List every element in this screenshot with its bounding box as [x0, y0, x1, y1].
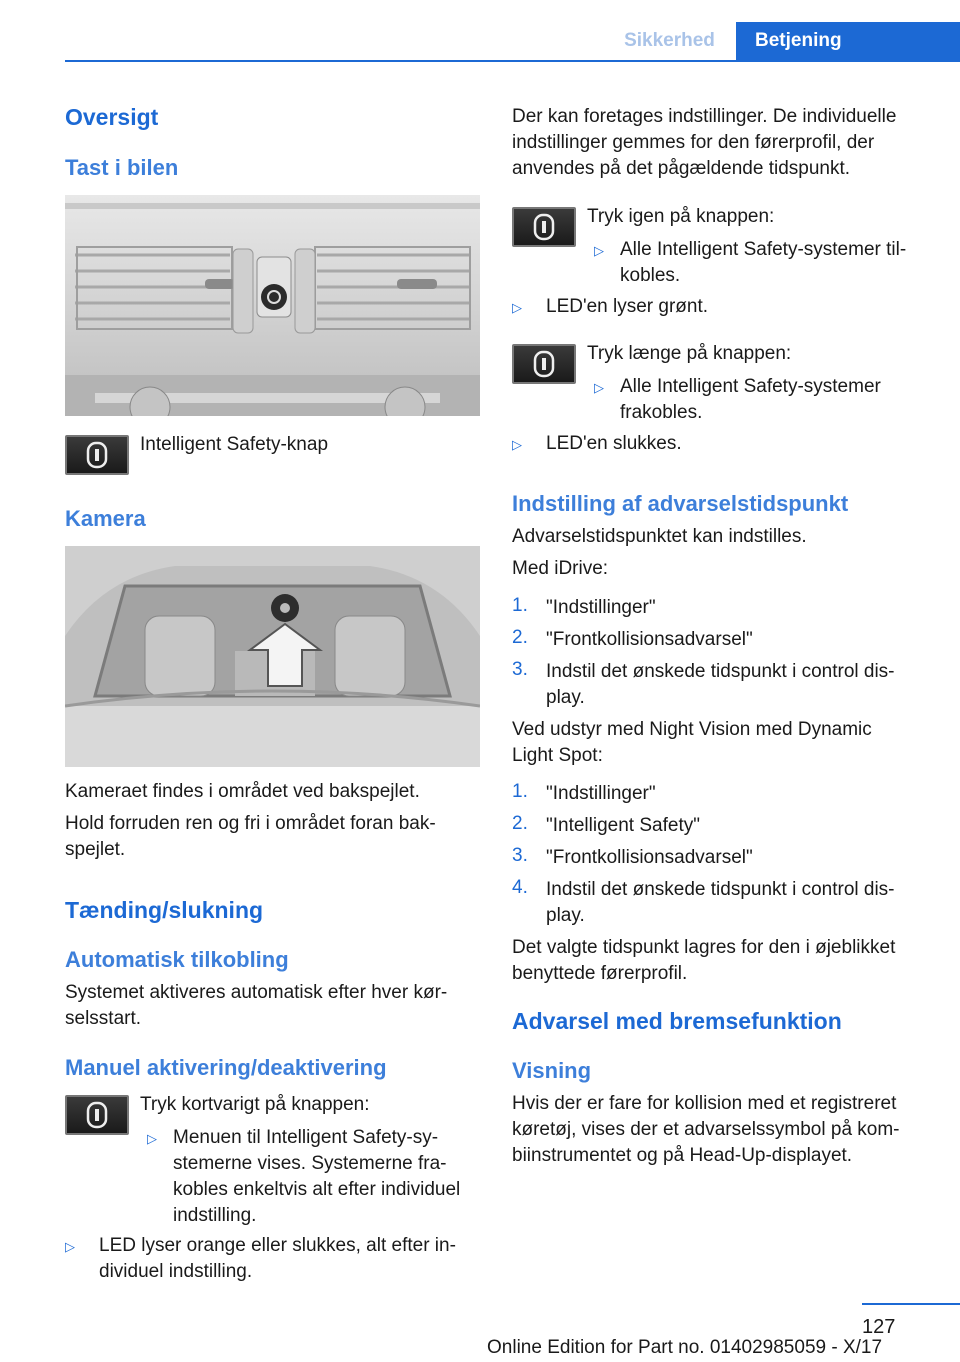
tab-sikkerhed[interactable]: Sikkerhed	[603, 22, 736, 60]
list1-item1: "Indstillinger"	[546, 597, 656, 618]
manuel-bullet1-line3: kobles enkeltvis alt efter individuel	[173, 1179, 461, 1200]
tryk-igen-text: Tryk igen på knappen:	[587, 206, 775, 227]
list1-number: 1.	[512, 595, 528, 616]
list1-number: 2.	[512, 627, 528, 648]
laenge-bullet-line2: frakobles.	[620, 402, 703, 423]
list2-item3: "Frontkollisionsadvarsel"	[546, 847, 753, 868]
triangle-bullet-icon: ▷	[594, 243, 604, 258]
heading-oversigt: Oversigt	[65, 104, 159, 130]
manuel-bullet1-line1: Menuen til Intelligent Safety-sy‐	[173, 1127, 439, 1148]
heading-visning: Visning	[512, 1058, 592, 1083]
intelligent-safety-button-icon	[512, 344, 576, 384]
list1-item2: "Frontkollisionsadvarsel"	[546, 629, 753, 650]
tab-betjening[interactable]: Betjening	[736, 22, 960, 60]
dashboard-button-image	[65, 195, 480, 416]
list2-number: 1.	[512, 781, 528, 802]
triangle-bullet-icon: ▷	[147, 1131, 157, 1146]
visning-line2: køretøj, vises der et advarselssymbol på kom‐	[512, 1119, 900, 1140]
auto-paragraph-line1: Systemet aktiveres automatisk efter hver kør‐	[65, 982, 448, 1003]
night-line1: Ved udstyr med Night Vision med Dynamic	[512, 719, 872, 740]
intelligent-safety-button-icon	[65, 1095, 129, 1135]
igen-bullet-line2: kobles.	[620, 265, 681, 286]
list2-number: 3.	[512, 845, 528, 866]
list2-item2: "Intelligent Safety"	[546, 815, 700, 836]
triangle-bullet-icon: ▷	[65, 1239, 75, 1254]
list1-number: 3.	[512, 659, 528, 680]
gemmes-line2: benyttede førerprofil.	[512, 963, 688, 984]
camera-location-image	[65, 546, 480, 767]
visning-line1: Hvis der er fare for kollision med et registreret	[512, 1093, 897, 1114]
page-header	[0, 0, 960, 62]
list2-item4-line1: Indstil det ønskede tidspunkt i control dis‐	[546, 879, 895, 900]
manuel-bullet1-line2: stemerne vises. Systemerne fra‐	[173, 1153, 447, 1174]
edition-text: Online Edition for Part no. 01402985059 - X/17	[487, 1337, 883, 1358]
header-rule	[65, 60, 960, 62]
led-gron-text: LED'en lyser grønt.	[546, 296, 709, 317]
manuel-bullet2-line2: dividuel indstilling.	[99, 1261, 253, 1282]
triangle-bullet-icon: ▷	[512, 437, 522, 452]
list2-item4-line2: play.	[546, 905, 585, 926]
night-line2: Light Spot:	[512, 745, 603, 766]
list1-item3-line1: Indstil det ønskede tidspunkt i control dis‐	[546, 661, 895, 682]
manuel-tryk-text: Tryk kortvarigt på knappen:	[140, 1094, 370, 1115]
heading-kamera: Kamera	[65, 506, 146, 531]
manuel-bullet2-line1: LED lyser orange eller slukkes, alt efter in‐	[99, 1235, 456, 1256]
tryk-laenge-text: Tryk længe på knappen:	[587, 343, 792, 364]
triangle-bullet-icon: ▷	[594, 380, 604, 395]
safety-knap-label: Intelligent Safety-knap	[140, 434, 329, 455]
list2-item1: "Indstillinger"	[546, 783, 656, 804]
laenge-bullet-line1: Alle Intelligent Safety-systemer	[620, 376, 881, 397]
list2-number: 4.	[512, 877, 528, 898]
kamera-paragraph-2-line1: Hold forruden ren og fri i området foran bak‐	[65, 813, 436, 834]
page-number: 127	[862, 1316, 896, 1338]
manuel-bullet1-line4: indstilling.	[173, 1205, 257, 1226]
led-slukkes-text: LED'en slukkes.	[546, 433, 682, 454]
auto-paragraph-line2: selsstart.	[65, 1008, 142, 1029]
igen-bullet-line1: Alle Intelligent Safety-systemer til‐	[620, 239, 907, 260]
heading-automatisk-tilkobling: Automatisk tilkobling	[65, 947, 289, 972]
heading-indstilling: Indstilling af advarselstidspunkt	[512, 491, 849, 516]
triangle-bullet-icon: ▷	[512, 300, 522, 315]
list1-item3-line2: play.	[546, 687, 585, 708]
intro-line2: indstillinger gemmes for den førerprofil, der	[512, 132, 875, 153]
intelligent-safety-button-icon	[65, 435, 129, 475]
kamera-paragraph-1: Kameraet findes i området ved bakspejlet.	[65, 781, 420, 802]
indstilling-p2: Med iDrive:	[512, 558, 609, 579]
intro-line3: anvendes på det pågældende tidspunkt.	[512, 158, 851, 179]
footer-rule	[862, 1303, 960, 1305]
intro-line1: Der kan foretages indstillinger. De individuelle	[512, 106, 897, 127]
heading-tast-i-bilen: Tast i bilen	[65, 155, 179, 180]
list2-number: 2.	[512, 813, 528, 834]
visning-line3: biinstrumentet og på Head-Up-displayet.	[512, 1145, 853, 1166]
heading-advarsel: Advarsel med bremsefunktion	[512, 1008, 842, 1034]
heading-manuel: Manuel aktivering/deaktivering	[65, 1055, 387, 1080]
intelligent-safety-button-icon	[512, 207, 576, 247]
gemmes-line1: Det valgte tidspunkt lagres for den i øjeblikket	[512, 937, 896, 958]
heading-taending: Tænding/slukning	[65, 897, 264, 923]
kamera-paragraph-2-line2: spejlet.	[65, 839, 126, 860]
indstilling-p1: Advarselstidspunktet kan indstilles.	[512, 526, 807, 547]
